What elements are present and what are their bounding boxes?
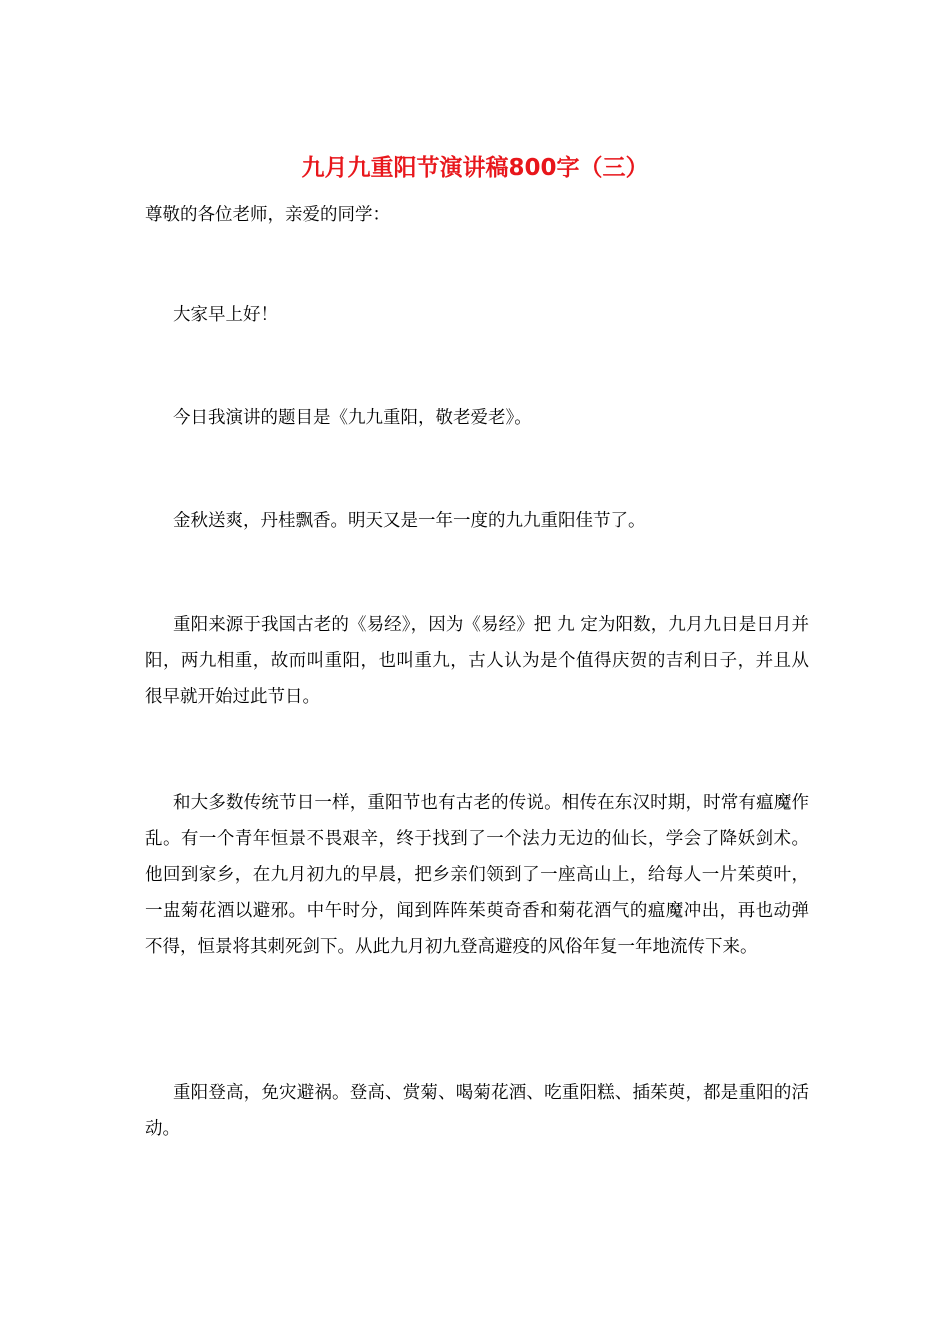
paragraph-greeting: 大家早上好！ <box>173 305 278 325</box>
paragraph-topic: 今日我演讲的题目是《九九重阳，敬老爱老》。 <box>173 408 532 428</box>
document-title: 九月九重阳节演讲稿800字（三） <box>301 155 649 181</box>
paragraph-activities: 重阳登高，免灾避祸。登高、赏菊、喝菊花酒、吃重阳糕、插茱萸，都是重阳的活动。 <box>145 1083 809 1139</box>
paragraph-origin: 重阳来源于我国古老的《易经》，因为《易经》把 九 定为阳数，九月九日是日月并阳，两九相重，故而叫重阳，也叫重九，古人认为是个值得庆贺的吉利日子，并且从很早就开始过此节日。 <box>145 615 809 707</box>
paragraph-legend: 和大多数传统节日一样，重阳节也有古老的传说。相传在东汉时期，时常有瘟魔作乱。有一个青年恒景不畏艰辛，终于找到了一个法力无边的仙长，学会了降妖剑术。他回到家乡，在九月初九的早晨，把乡亲们领到了一座高山上，给每人一片茱萸叶，一盅菊花酒以避邪。中午时分，闻到阵阵茱萸奇香和菊花酒气的瘟魔冲出，再也动弹不得，恒景将其刺死剑下。从此九月初九登高避疫的风俗年复一年地流传下来。 <box>145 793 809 957</box>
salutation: 尊敬的各位老师，亲爱的同学： <box>145 205 390 225</box>
paragraph-autumn: 金秋送爽，丹桂飘香。明天又是一年一度的九九重阳佳节了。 <box>173 511 646 531</box>
